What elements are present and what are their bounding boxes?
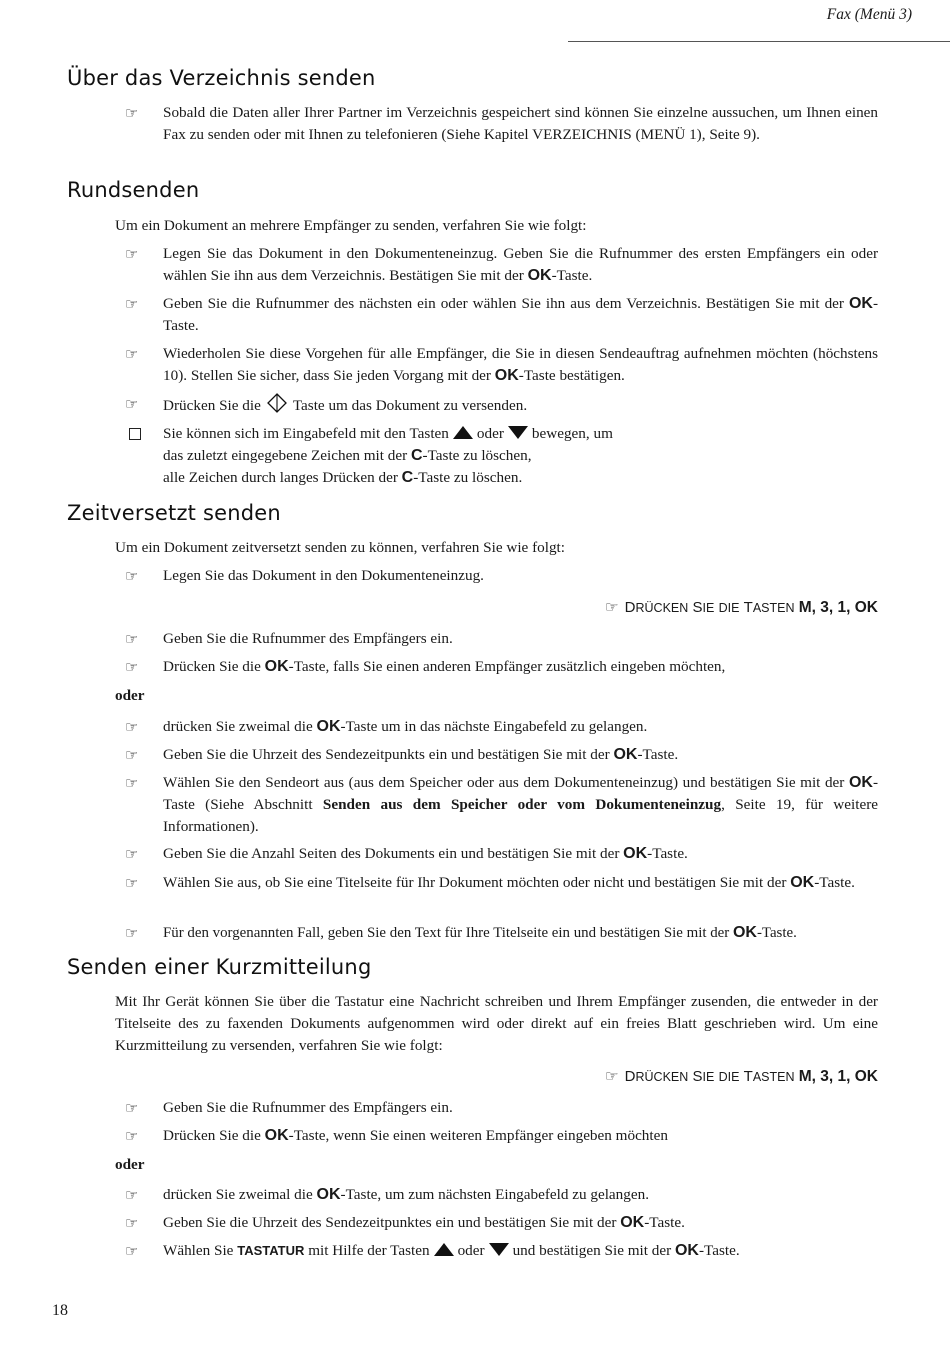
section-title-rundsenden: Rundsenden bbox=[67, 178, 200, 202]
command-line: ☞ DRÜCKEN SIE DIE TASTEN M, 3, 1, OK bbox=[605, 598, 878, 616]
running-head: Fax (Menü 3) bbox=[826, 6, 912, 23]
pointing-hand-icon: ☞ bbox=[125, 104, 139, 122]
pointing-hand-icon: ☞ bbox=[125, 845, 139, 863]
item-text: drücken Sie zweimal die OK-Taste, um zum nächsten Eingabefeld zu gelangen. bbox=[163, 1186, 649, 1203]
tastatur-label: TASTATUR bbox=[237, 1243, 305, 1258]
pointing-hand-icon: ☞ bbox=[125, 746, 139, 764]
list-item bbox=[125, 772, 878, 838]
ok-key: OK bbox=[264, 1127, 289, 1144]
pointing-hand-icon: ☞ bbox=[125, 1127, 139, 1145]
item-text: Wiederholen Sie diese Vorgehen für alle Empfänger, die Sie in diesen Sendeauftrag aufnehmen möchten (höchstens 10). Stellen Sie sicher, dass Sie jeden Vorgang mit der OK-Taste bestätigen. bbox=[163, 345, 878, 384]
pointing-hand-icon: ☞ bbox=[605, 1067, 619, 1085]
item-text: Drücken Sie die OK-Taste, wenn Sie einen weiteren Empfänger eingeben möchten bbox=[163, 1127, 668, 1144]
ok-key: OK bbox=[732, 924, 757, 941]
item-text: Geben Sie die Rufnummer des Empfängers ein. bbox=[163, 630, 453, 647]
list-item bbox=[125, 628, 878, 650]
item-text: Wählen Sie TASTATUR mit Hilfe der Tasten oder und bestätigen Sie mit der OK-Taste. bbox=[163, 1242, 740, 1259]
ok-key: OK bbox=[264, 658, 289, 675]
header-rule bbox=[568, 41, 950, 42]
note-item bbox=[125, 423, 878, 489]
pointing-hand-icon: ☞ bbox=[605, 598, 619, 616]
list-item bbox=[125, 293, 878, 337]
pointing-hand-icon: ☞ bbox=[125, 1099, 139, 1117]
ok-key: OK bbox=[848, 774, 873, 791]
item-text: Drücken Sie die OK-Taste, falls Sie einen anderen Empfänger zusätzlich eingeben möchten, bbox=[163, 658, 726, 675]
list-item bbox=[125, 716, 878, 738]
ok-key: OK bbox=[316, 1186, 341, 1203]
arrow-down-icon bbox=[489, 1243, 509, 1256]
pointing-hand-icon: ☞ bbox=[125, 1214, 139, 1232]
oder-label: oder bbox=[115, 687, 145, 704]
pointing-hand-icon: ☞ bbox=[125, 924, 139, 942]
page-number: 18 bbox=[52, 1302, 68, 1319]
item-text: Wählen Sie den Sendeort aus (aus dem Speicher oder aus dem Dokumenteneinzug) und bestätigen Sie mit der OK-Taste (Siehe Abschnitt Senden aus dem Speicher oder vom Dokumenteneinzug, Seite 19, für weitere Informationen). bbox=[163, 774, 878, 835]
ok-key: OK bbox=[494, 367, 519, 384]
pointing-hand-icon: ☞ bbox=[125, 567, 139, 585]
pointing-hand-icon: ☞ bbox=[125, 345, 139, 363]
list-item bbox=[125, 343, 878, 387]
list-item bbox=[125, 1097, 878, 1119]
pointing-hand-icon: ☞ bbox=[125, 295, 139, 313]
ok-key: OK bbox=[674, 1242, 699, 1259]
ok-key: OK bbox=[790, 874, 815, 891]
section-title-kurzmitteilung: Senden einer Kurzmitteilung bbox=[67, 955, 372, 979]
key-sequence: M, 3, 1, OK bbox=[798, 1068, 878, 1085]
list-item bbox=[125, 1212, 878, 1234]
pointing-hand-icon: ☞ bbox=[125, 718, 139, 736]
item-text: Sobald die Daten aller Ihrer Partner im Verzeichnis gespeichert sind können Sie einzelne aussuchen, um Ihnen einen Fax zu senden oder mit Ihnen zu telefonieren (Siehe Kapitel VERZEICHNIS (MENÜ 1), Seite 9). bbox=[163, 104, 878, 143]
ok-key: OK bbox=[527, 267, 552, 284]
section-title-verzeichnis: Über das Verzeichnis senden bbox=[67, 66, 376, 90]
item-text: Für den vorgenannten Fall, geben Sie den Text für Ihre Titelseite ein und bestätigen Sie mit der OK-Taste. bbox=[163, 924, 797, 941]
send-key-diamond-icon bbox=[267, 393, 287, 413]
list-item bbox=[125, 393, 878, 417]
list-item bbox=[125, 1125, 878, 1147]
pointing-hand-icon: ☞ bbox=[125, 774, 139, 792]
item-text: drücken Sie zweimal die OK-Taste um in das nächste Eingabefeld zu gelangen. bbox=[163, 718, 648, 735]
ok-key: OK bbox=[623, 845, 648, 862]
pointing-hand-icon: ☞ bbox=[125, 245, 139, 263]
command-line: ☞ DRÜCKEN SIE DIE TASTEN M, 3, 1, OK bbox=[605, 1067, 878, 1085]
list-item bbox=[125, 872, 878, 894]
checkbox-icon bbox=[125, 423, 159, 446]
item-text: Legen Sie das Dokument in den Dokumenteneinzug. Geben Sie die Rufnummer des ersten Empfängers ein oder wählen Sie ihn aus dem Verzeichnis. Bestätigen Sie mit der OK-Taste. bbox=[163, 245, 878, 284]
item-text: Drücken Sie die Taste um das Dokument zu versenden. bbox=[163, 393, 878, 417]
item-text: Geben Sie die Rufnummer des Empfängers ein. bbox=[163, 1099, 453, 1116]
item-text: Legen Sie das Dokument in den Dokumenteneinzug. bbox=[163, 567, 484, 584]
key-sequence: M, 3, 1, OK bbox=[798, 599, 878, 616]
ok-key: OK bbox=[613, 746, 638, 763]
c-key: C bbox=[410, 447, 423, 464]
item-text: Geben Sie die Uhrzeit des Sendezeitpunkts ein und bestätigen Sie mit der OK-Taste. bbox=[163, 746, 679, 763]
pointing-hand-icon: ☞ bbox=[125, 1242, 139, 1260]
item-text: Wählen Sie aus, ob Sie eine Titelseite für Ihr Dokument möchten oder nicht und bestätigen Sie mit der OK-Taste. bbox=[163, 874, 855, 891]
ok-key: OK bbox=[620, 1214, 645, 1231]
section-intro: Mit Ihr Gerät können Sie über die Tastatur eine Nachricht schreiben und Ihrem Empfänger zusenden, die entweder in der Titelseite des zu faxenden Dokuments aufgenommen wird oder direkt auf ein freies Blatt geschrieben wird. Um eine Kurzmitteilung zu versenden, verfahren Sie wie folgt: bbox=[115, 993, 878, 1054]
item-text: Geben Sie die Uhrzeit des Sendezeitpunktes ein und bestätigen Sie mit der OK-Taste. bbox=[163, 1214, 685, 1231]
section-intro: Um ein Dokument zeitversetzt senden zu können, verfahren Sie wie folgt: bbox=[115, 539, 565, 556]
item-text: Geben Sie die Anzahl Seiten des Dokuments ein und bestätigen Sie mit der OK-Taste. bbox=[163, 845, 688, 862]
item-text: Geben Sie die Rufnummer des nächsten ein oder wählen Sie ihn aus dem Verzeichnis. Bestätigen Sie mit der OK-Taste. bbox=[163, 295, 878, 334]
ok-key: OK bbox=[316, 718, 341, 735]
section-title-zeitversetzt: Zeitversetzt senden bbox=[67, 501, 281, 525]
list-item bbox=[125, 565, 878, 587]
oder-label: oder bbox=[115, 1156, 145, 1173]
list-item bbox=[125, 656, 878, 678]
list-item bbox=[125, 102, 878, 146]
section-reference: Senden aus dem Speicher oder vom Dokumenteneinzug bbox=[322, 796, 722, 813]
arrow-up-icon bbox=[434, 1243, 454, 1256]
c-key: C bbox=[401, 469, 414, 486]
pointing-hand-icon: ☞ bbox=[125, 658, 139, 676]
ok-key: OK bbox=[848, 295, 873, 312]
pointing-hand-icon: ☞ bbox=[125, 395, 139, 413]
list-item bbox=[125, 843, 878, 865]
note-text: Sie können sich im Eingabefeld mit den Tasten oder bewegen, um das zuletzt eingegebene Zeichen mit der C-Taste zu löschen, alle Zeichen durch langes Drücken der C-Taste zu löschen. bbox=[163, 425, 613, 486]
list-item bbox=[125, 243, 878, 287]
list-item bbox=[125, 1240, 878, 1262]
list-item bbox=[125, 1184, 878, 1206]
arrow-up-icon bbox=[453, 426, 473, 439]
arrow-down-icon bbox=[508, 426, 528, 439]
section-intro: Um ein Dokument an mehrere Empfänger zu senden, verfahren Sie wie folgt: bbox=[115, 217, 587, 234]
list-item bbox=[125, 744, 878, 766]
list-item bbox=[125, 922, 878, 944]
pointing-hand-icon: ☞ bbox=[125, 630, 139, 648]
pointing-hand-icon: ☞ bbox=[125, 874, 139, 892]
pointing-hand-icon: ☞ bbox=[125, 1186, 139, 1204]
